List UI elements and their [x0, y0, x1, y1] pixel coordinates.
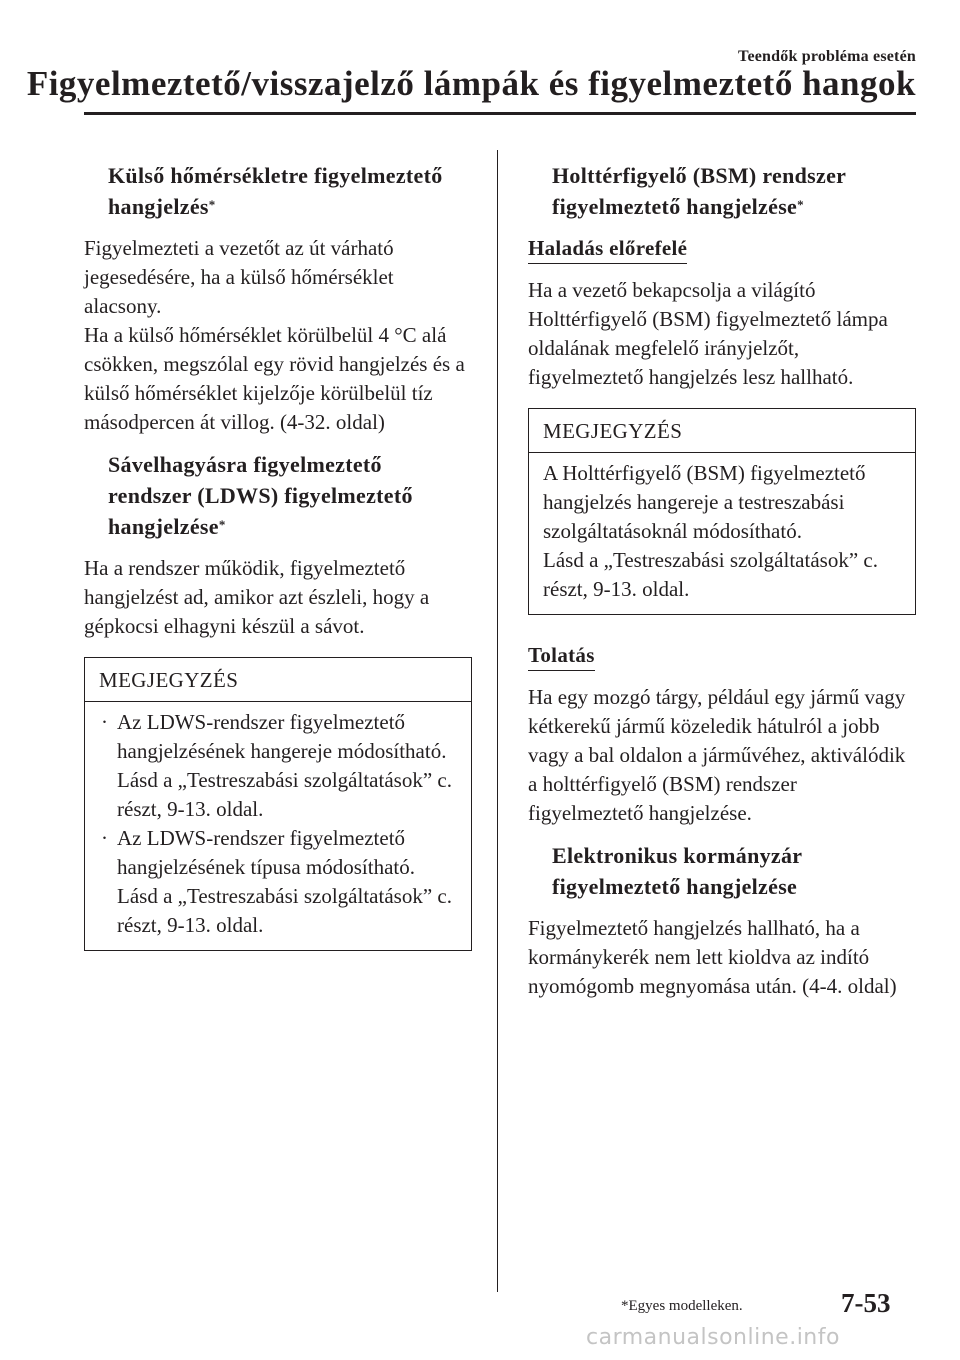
column-divider — [497, 150, 498, 1292]
paragraph-ldws: Ha a rendszer működik, figyelmeztető hangjelzést ad, amikor azt észleli, hogy a gépkocsi elhagyni készül a sávot. — [84, 556, 430, 638]
note-box-bsm — [528, 408, 916, 615]
section-heading-outside-temp — [108, 160, 448, 222]
right-column — [528, 160, 916, 1013]
note-box-ldws — [84, 657, 472, 951]
subheading-reverse: Tolatás — [528, 641, 595, 671]
note-title: MEGJEGYZÉS — [529, 409, 915, 453]
subheading-forward: Haladás előrefelé — [528, 234, 687, 264]
heading-text: Külső hőmérsékletre figyelmeztető hangjelzés — [108, 163, 443, 219]
paragraph-forward: Ha a vezető bekapcsolja a világító Holttérfigyelő (BSM) figyelmeztető lámpa oldalának megfelelő irányjelzőt, figyelmeztető hangjelzés lesz hallható. — [528, 278, 888, 389]
header-rule — [84, 112, 916, 115]
bullet-dot: · — [101, 826, 108, 850]
note-body — [85, 702, 471, 950]
paragraph-steering-lock: Figyelmeztető hangjelzés hallható, ha a kormánykerék nem lett kioldva az indító nyomógomb megnyomása után. (4-4. oldal) — [528, 916, 897, 998]
section-heading-bsm — [552, 160, 872, 222]
page-title: Figyelmeztető/visszajelző lámpák és figyelmeztető hangok — [26, 64, 916, 103]
note-title: MEGJEGYZÉS — [85, 658, 471, 702]
bullet-text: Az LDWS-rendszer figyelmeztető hangjelzésének típusa módosítható. Lásd a „Testreszabási szolgáltatások” c. részt, 9-13. oldal. — [117, 826, 452, 937]
section-heading-steering-lock: Elektronikus kormányzár figyelmeztető hangjelzése — [552, 843, 802, 899]
note-bullet-item — [99, 708, 457, 824]
paragraph-outside-temp: Figyelmezteti a vezetőt az út várható jegesedésére, ha a külső hőmérséklet alacsony. Ha a külső hőmérséklet körülbelül 4 °C alá csökken, megszólal egy rövid hangjelzés és a külső hőmérséklet kijelzője körülbelül tíz másodpercen át villog. (4-32. oldal) — [84, 236, 465, 434]
paragraph-reverse: Ha egy mozgó tárgy, például egy jármű vagy kétkerekű jármű közeledik hátulról a jobb vagy a bal oldalon a járművéhez, aktiválódik a holttérfigyelő (BSM) rendszer figyelmeztető hangjelzése. — [528, 685, 906, 825]
left-column — [84, 160, 472, 977]
note-body: A Holttérfigyelő (BSM) figyelmeztető hangjelzés hangereje a testreszabási szolgáltatásoknál módosítható. Lásd a „Testreszabási szolgáltatások” c. részt, 9-13. oldal. — [543, 461, 878, 601]
bullet-text: Az LDWS-rendszer figyelmeztető hangjelzésének hangereje módosítható. Lásd a „Testreszabási szolgáltatások” c. részt, 9-13. oldal. — [117, 710, 452, 821]
footer-note: *Egyes modelleken. — [621, 1298, 743, 1314]
asterisk-mark: * — [218, 517, 226, 532]
asterisk-mark: * — [797, 197, 804, 212]
note-bullet-item — [99, 824, 457, 940]
asterisk-mark: * — [208, 197, 216, 212]
section-heading-ldws — [108, 449, 428, 542]
watermark: carmanualsonline.info — [586, 1325, 840, 1350]
bullet-dot: · — [101, 710, 108, 734]
chapter-label: Teendők probléma esetén — [738, 48, 916, 65]
heading-text: Sávelhagyásra figyelmeztető rendszer (LDWS) figyelmeztető hangjelzése — [108, 452, 413, 539]
heading-text: Holttérfigyelő (BSM) rendszer figyelmeztető hangjelzése — [552, 163, 846, 219]
page-number: 7-53 — [841, 1288, 891, 1318]
